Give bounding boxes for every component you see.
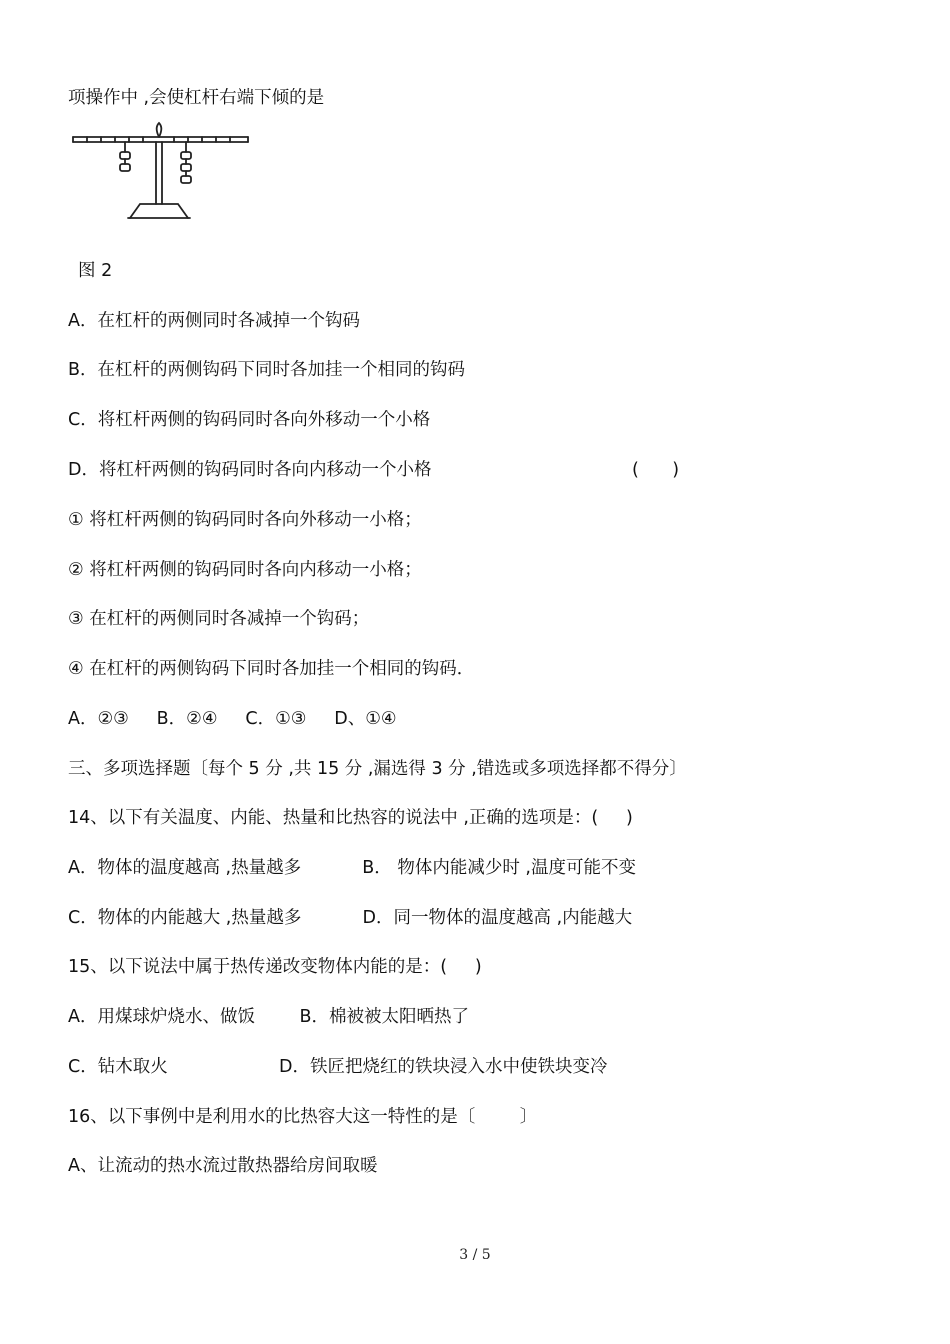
q13-choices: A．②③ B．②④ C．①③ D、①④ xyxy=(68,709,397,729)
q14-options-row-2: C．物体的内能越大 ,热量越多 D．同一物体的温度越高 ,内能越大 xyxy=(68,908,633,928)
page-number: 3 / 5 xyxy=(459,1247,491,1263)
q15-options-row-1: A．用煤球炉烧水、做饭 B．棉被被太阳晒热了 xyxy=(68,1007,469,1027)
section3-heading: 三、多项选择题〔每个 5 分 ,共 15 分 ,漏选得 3 分 ,错选或多项选择都不得分〕 xyxy=(68,759,687,779)
q15-stem: 15、以下说法中属于热传递改变物体内能的是：( ) xyxy=(68,957,482,977)
q14-stem: 14、以下有关温度、内能、热量和比热容的说法中 ,正确的选项是：( ) xyxy=(68,808,633,828)
q13-option-c: C．将杠杆两侧的钩码同时各向外移动一个小格 xyxy=(68,410,431,430)
q13-option-a: A．在杠杆的两侧同时各减掉一个钩码 xyxy=(68,311,360,331)
q13-option-b: B．在杠杆的两侧钩码下同时各加挂一个相同的钩码 xyxy=(68,360,466,380)
figure-caption: 图 2 xyxy=(78,261,113,281)
q16-option-a: A、让流动的热水流过散热器给房间取暖 xyxy=(68,1156,378,1176)
lever-balance-illustration xyxy=(70,118,252,224)
q13-statement-2: ② 将杠杆两侧的钩码同时各向内移动一小格； xyxy=(68,560,422,580)
q13-statement-3: ③ 在杠杆的两侧同时各减掉一个钩码； xyxy=(68,609,370,629)
q16-stem: 16、以下事例中是利用水的比热容大这一特性的是〔 〕 xyxy=(68,1107,538,1127)
q13-statement-1: ① 将杠杆两侧的钩码同时各向外移动一小格； xyxy=(68,510,422,530)
q13-answer-bracket: ( ) xyxy=(632,460,680,480)
q14-options-row-1: A．物体的温度越高 ,热量越多 B． 物体内能减少时 ,温度可能不变 xyxy=(68,858,636,878)
q13-statement-4: ④ 在杠杆的两侧钩码下同时各加挂一个相同的钩码． xyxy=(68,659,475,679)
intro-text: 项操作中 ,会使杠杆右端下倾的是 xyxy=(68,88,325,108)
q15-options-row-2: C．钻木取火 D．铁匠把烧红的铁块浸入水中使铁块变冷 xyxy=(68,1057,608,1077)
q13-option-d: D．将杠杆两侧的钩码同时各向内移动一个小格 xyxy=(68,460,432,480)
